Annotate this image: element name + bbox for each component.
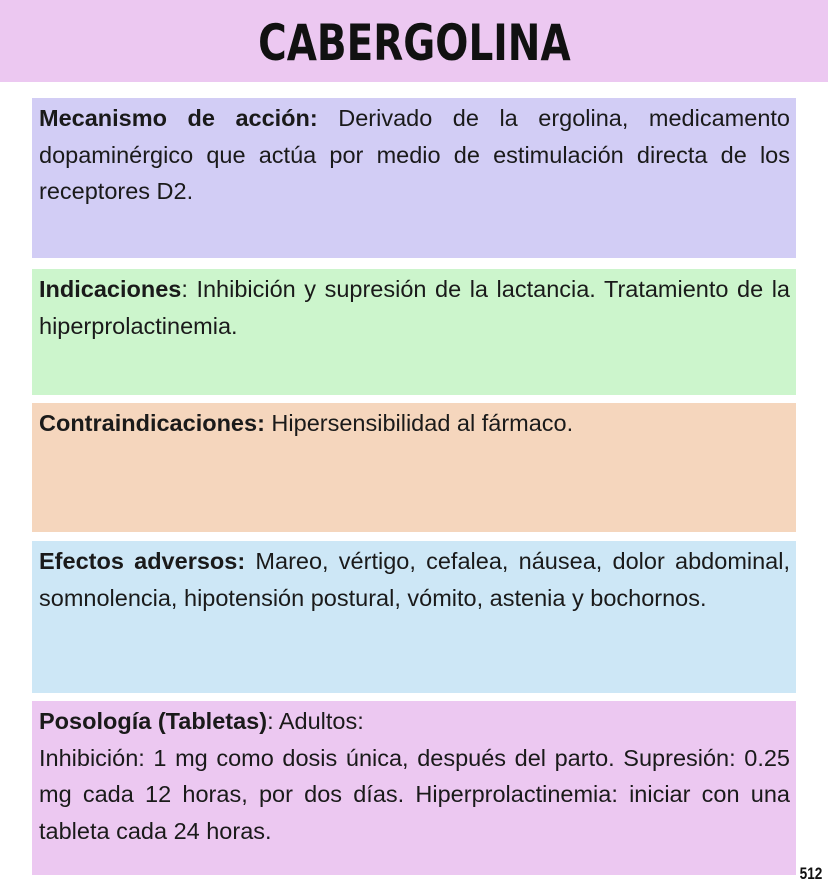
section-text: Hipersensibilidad al fármaco.: [264, 410, 574, 436]
section-body: Inhibición: 1 mg como dosis única, después del parto. Supresión: 0.25 mg cada 12 horas, por dos días. Hiperprolactinemia: iniciar con una tableta cada 24 horas.: [39, 744, 790, 844]
page-header: [0, 0, 828, 82]
section-label: Mecanismo de acción:: [39, 105, 318, 131]
section-text: : Adultos:: [267, 708, 364, 734]
section-text: Mareo, vértigo, cefalea, náusea, dolor abdominal, somnolencia, hipotensión postural, vómito, astenia y bochornos.: [39, 548, 791, 611]
page-number: 512: [799, 864, 822, 883]
section-label: Indicaciones: [39, 276, 182, 302]
section-label: Contraindicaciones:: [39, 410, 265, 436]
section-label: Posología (Tabletas): [39, 708, 268, 734]
page-title: CABERGOLINA: [257, 14, 571, 72]
section-contraindicaciones: [32, 403, 796, 532]
section-posologia: [32, 701, 796, 875]
section-indicaciones: [32, 269, 796, 395]
section-label: Efectos adversos:: [39, 548, 246, 574]
section-mecanismo: [32, 98, 796, 258]
section-text: : Inhibición y supresión de la lactancia. Tratamiento de la hiperprolactinemia.: [39, 276, 790, 339]
section-text: Derivado de la ergolina, medicamento dopaminérgico que actúa por medio de estimulación directa de los receptores D2.: [39, 105, 790, 204]
section-efectos-adversos: [32, 541, 796, 693]
